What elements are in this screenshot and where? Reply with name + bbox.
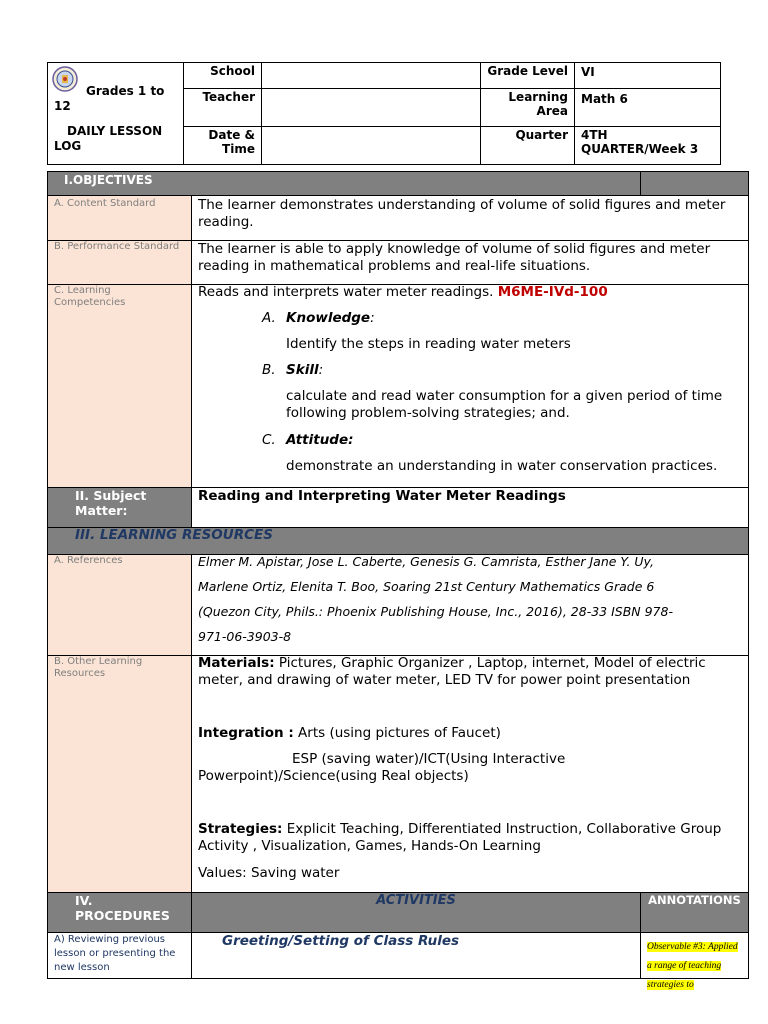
quarter-label-cell <box>480 126 575 165</box>
reference-line-1: Elmer M. Apistar, Jose L. Caberte, Genesis G. Camrista, Esther Jane Y. Uy, <box>198 554 654 569</box>
annotations-label: ANNOTATIONS <box>648 893 741 907</box>
integration-value: Arts (using pictures of Faucet) <box>293 725 501 741</box>
procedures-label-cell <box>47 892 192 933</box>
objectives-heading: I.OBJECTIVES <box>64 173 153 187</box>
reference-line-2: Marlene Ortiz, Elenita T. Boo, Soaring 21st Century Mathematics Grade 6 <box>198 579 655 594</box>
strategies-label: Strategies: <box>198 821 283 837</box>
area-value-cell <box>574 88 721 127</box>
knowledge-heading <box>286 310 375 327</box>
school-label-cell <box>183 62 262 89</box>
skill-letter: B. <box>262 362 276 378</box>
grade-value-cell <box>574 62 721 89</box>
skill-label: Skill <box>286 362 319 378</box>
competency-text: Reads and interprets water meter readings. <box>198 284 494 300</box>
activities-label: ACTIVITIES <box>376 893 456 908</box>
quarter-value-cell <box>574 126 721 165</box>
procedure-a-label-cell <box>47 932 192 979</box>
grades-title: Grades 1 to 12 <box>54 84 165 113</box>
references-label-cell <box>47 554 192 656</box>
integration-label: Integration : <box>198 725 294 741</box>
date-label-cell <box>183 126 262 165</box>
resources-heading: III. LEARNING RESOURCES <box>75 527 273 543</box>
skill-heading <box>286 362 323 379</box>
content-standard-label-cell <box>47 195 192 241</box>
teacher-field[interactable] <box>261 88 481 127</box>
references-cell <box>191 554 749 656</box>
reference-line-4: 971-06-3903-8 <box>198 629 292 644</box>
quarter-value: 4TH QUARTER/Week 3 <box>581 128 699 156</box>
date-time-label: Date & Time <box>208 128 255 156</box>
teacher-label: Teacher <box>202 90 255 104</box>
integration-line-3: Powerpoint)/Science(using Real objects) <box>198 768 469 784</box>
integration-text <box>198 725 746 742</box>
subject-cell <box>191 487 749 528</box>
attitude-label: Attitude: <box>286 432 354 448</box>
procedure-a-activity-cell <box>191 932 641 979</box>
reference-line-3: (Quezon City, Phils.: Phoenix Publishing House, Inc., 2016), 28-33 ISBN 978- <box>198 604 673 619</box>
subject-label-cell <box>47 487 192 528</box>
subject-value: Reading and Interpreting Water Meter Readings <box>198 488 566 504</box>
competency-code: M6ME-IVd-100 <box>497 284 608 300</box>
references-label: A. References <box>54 555 123 566</box>
attitude-letter: C. <box>262 432 276 448</box>
objectives-header-row <box>47 171 641 196</box>
materials-text <box>198 655 746 689</box>
area-label-cell <box>480 88 575 127</box>
knowledge-colon: : <box>370 310 375 326</box>
integration-line-2: ESP (saving water)/ICT(Using Interactive <box>292 751 566 767</box>
performance-label-cell <box>47 240 192 285</box>
annotations-header-cell <box>640 892 749 933</box>
procedure-a-label: A) Reviewing previous lesson or presenting the new lesson <box>54 934 176 973</box>
materials-label: Materials: <box>198 655 275 671</box>
quarter-label: Quarter <box>515 128 568 142</box>
strategies-text <box>198 821 738 855</box>
school-field[interactable] <box>261 62 481 89</box>
knowledge-letter: A. <box>262 310 276 326</box>
procedures-label: IV. PROCEDURES <box>75 893 170 923</box>
values-text: Values: Saving water <box>198 865 340 881</box>
procedure-a-activity: Greeting/Setting of Class Rules <box>222 933 460 949</box>
log-title: DAILY LESSON LOG <box>54 124 163 153</box>
date-field[interactable] <box>261 126 481 165</box>
performance-standard-text: The learner is able to apply knowledge of volume of solid figures and meter reading in mathematical problems and real-life situations. <box>198 241 711 274</box>
performance-cell <box>191 240 749 285</box>
performance-standard-label: B. Performance Standard <box>54 241 180 252</box>
skill-text: calculate and read water consumption for a given period of time following problem-solving strategies; and. <box>286 388 723 421</box>
activities-header-cell <box>191 892 641 933</box>
teacher-label-cell <box>183 88 262 127</box>
content-standard-cell <box>191 195 749 241</box>
competency-line <box>198 284 743 301</box>
competencies-label: C. Learning Competencies <box>54 285 126 308</box>
strategies-value: Explicit Teaching, Differentiated Instruction, Collaborative Group Activity , Visualization, Games, Hands-On Learning <box>198 821 722 854</box>
learning-area-value: Math 6 <box>581 92 628 106</box>
knowledge-label: Knowledge <box>286 310 371 326</box>
materials-value: Pictures, Graphic Organizer , Laptop, internet, Model of electric meter, and drawing of water meter, LED TV for power point presentation <box>198 655 706 688</box>
procedure-a-annotation-cell <box>640 932 749 990</box>
knowledge-text: Identify the steps in reading water meters <box>286 336 571 352</box>
grade-level-label: Grade Level <box>487 64 568 78</box>
attitude-text: demonstrate an understanding in water conservation practices. <box>286 458 718 474</box>
content-standard-label: A. Content Standard <box>54 198 156 209</box>
skill-colon: : <box>318 362 324 378</box>
objectives-header-right <box>640 171 749 196</box>
learning-area-label: Learning Area <box>508 90 568 118</box>
content-standard-text: The learner demonstrates understanding of volume of solid figures and meter reading. <box>198 197 726 230</box>
other-resources-label: B. Other Learning Resources <box>54 656 143 679</box>
competencies-label-cell <box>47 284 192 488</box>
school-label: School <box>210 64 255 78</box>
other-resources-label-cell <box>47 655 192 893</box>
subject-label: II. Subject Matter: <box>75 488 147 518</box>
grade-level-value: VI <box>581 65 595 79</box>
procedure-a-annotation: Observable #3: Applied a range of teaching strategies to <box>647 942 738 990</box>
grade-label-cell <box>480 62 575 89</box>
